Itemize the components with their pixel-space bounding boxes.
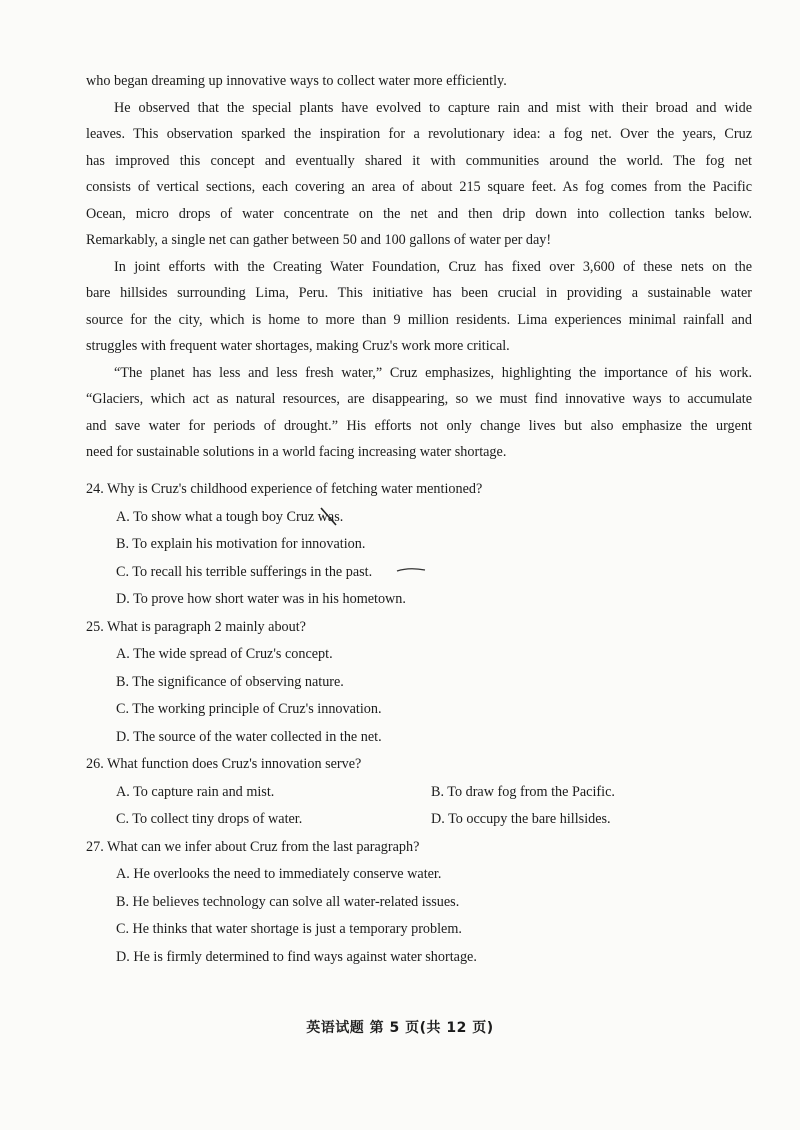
option-b[interactable]: B. He believes technology can solve all water-related issues. [116, 893, 460, 910]
passage-line: struggles with frequent water shortages, making Cruz's work more critical. [86, 338, 510, 354]
option-row [86, 779, 746, 807]
option-c[interactable]: C. To recall his terrible sufferings in the past. [116, 563, 373, 580]
passage-line: In joint efforts with the Creating Water Foundation, Cruz has fixed over 3,600 of these nets on the [114, 258, 752, 275]
option-a[interactable]: A. He overlooks the need to immediately conserve water. [116, 866, 442, 882]
option-a[interactable]: A. The wide spread of Cruz's concept. [116, 646, 333, 662]
paragraph-3 [86, 254, 752, 360]
option-d[interactable]: D. To prove how short water was in his hometown. [116, 591, 406, 607]
pen-stroke-mark [318, 505, 340, 529]
question-26 [86, 751, 746, 834]
question-stem: 27. What can we infer about Cruz from the last paragraph? [86, 838, 420, 855]
pen-stroke-mark [395, 563, 431, 577]
passage-line: source for the city, which is home to more than 9 million residents. Lima experiences minimal rainfall and [86, 311, 752, 328]
paragraph-continuation [86, 68, 752, 95]
passage-line: Ocean, micro drops of water concentrate on the net and then drip down into collection tanks below. [86, 205, 752, 222]
question-24 [86, 476, 746, 614]
option-a[interactable]: A. To show what a tough boy Cruz was. [116, 508, 344, 525]
passage-line: “The planet has less and less fresh water,” Cruz emphasizes, highlighting the importance of his work. [114, 364, 752, 381]
question-stem: 26. What function does Cruz's innovation serve? [86, 756, 362, 772]
passage-line: bare hillsides surrounding Lima, Peru. This initiative has been crucial in providing a sustainable water [86, 285, 752, 301]
question-25 [86, 614, 746, 752]
reading-passage [86, 68, 752, 466]
passage-line: He observed that the special plants have evolved to capture rain and mist with their broad and wide [114, 99, 752, 116]
option-c[interactable]: C. He thinks that water shortage is just a temporary problem. [116, 921, 462, 937]
question-stem: 24. Why is Cruz's childhood experience of fetching water mentioned? [86, 481, 483, 497]
option-d[interactable]: D. To occupy the bare hillsides. [431, 811, 611, 827]
option-a[interactable]: A. To capture rain and mist. [116, 783, 275, 800]
question-27 [86, 834, 746, 972]
paragraph-4 [86, 360, 752, 466]
question-list [86, 476, 746, 971]
option-d[interactable]: D. He is firmly determined to find ways against water shortage. [116, 948, 477, 965]
passage-line: “Glaciers, which act as natural resources, are disappearing, so we must find innovative ways to accumulate [86, 391, 752, 407]
option-b[interactable]: B. The significance of observing nature. [116, 673, 344, 690]
option-b[interactable]: B. To explain his motivation for innovation. [116, 536, 366, 552]
passage-line: need for sustainable solutions in a world facing increasing water shortage. [86, 444, 507, 460]
passage-line: and save water for periods of drought.” His efforts not only change lives but also emphasize the urgent [86, 417, 752, 434]
passage-line: leaves. This observation sparked the inspiration for a revolutionary idea: a fog net. Over the years, Cruz [86, 126, 752, 142]
question-stem: 25. What is paragraph 2 mainly about? [86, 618, 306, 635]
option-b[interactable]: B. To draw fog from the Pacific. [431, 783, 615, 800]
passage-line: who began dreaming up innovative ways to collect water more efficiently. [86, 73, 507, 89]
option-c[interactable]: C. The working principle of Cruz's innovation. [116, 701, 382, 717]
option-row [86, 806, 746, 834]
passage-line: consists of vertical sections, each covering an area of about 215 square feet. As fog comes from the Pacific [86, 179, 752, 195]
passage-line: Remarkably, a single net can gather between 50 and 100 gallons of water per day! [86, 232, 552, 248]
paragraph-2 [86, 95, 752, 254]
page-footer: 英语试题 第 5 页(共 12 页) [306, 1020, 494, 1036]
option-d[interactable]: D. The source of the water collected in the net. [116, 728, 382, 745]
passage-line: has improved this concept and eventually shared it with communities around the world. The fog net [86, 152, 752, 169]
option-c[interactable]: C. To collect tiny drops of water. [116, 811, 303, 827]
